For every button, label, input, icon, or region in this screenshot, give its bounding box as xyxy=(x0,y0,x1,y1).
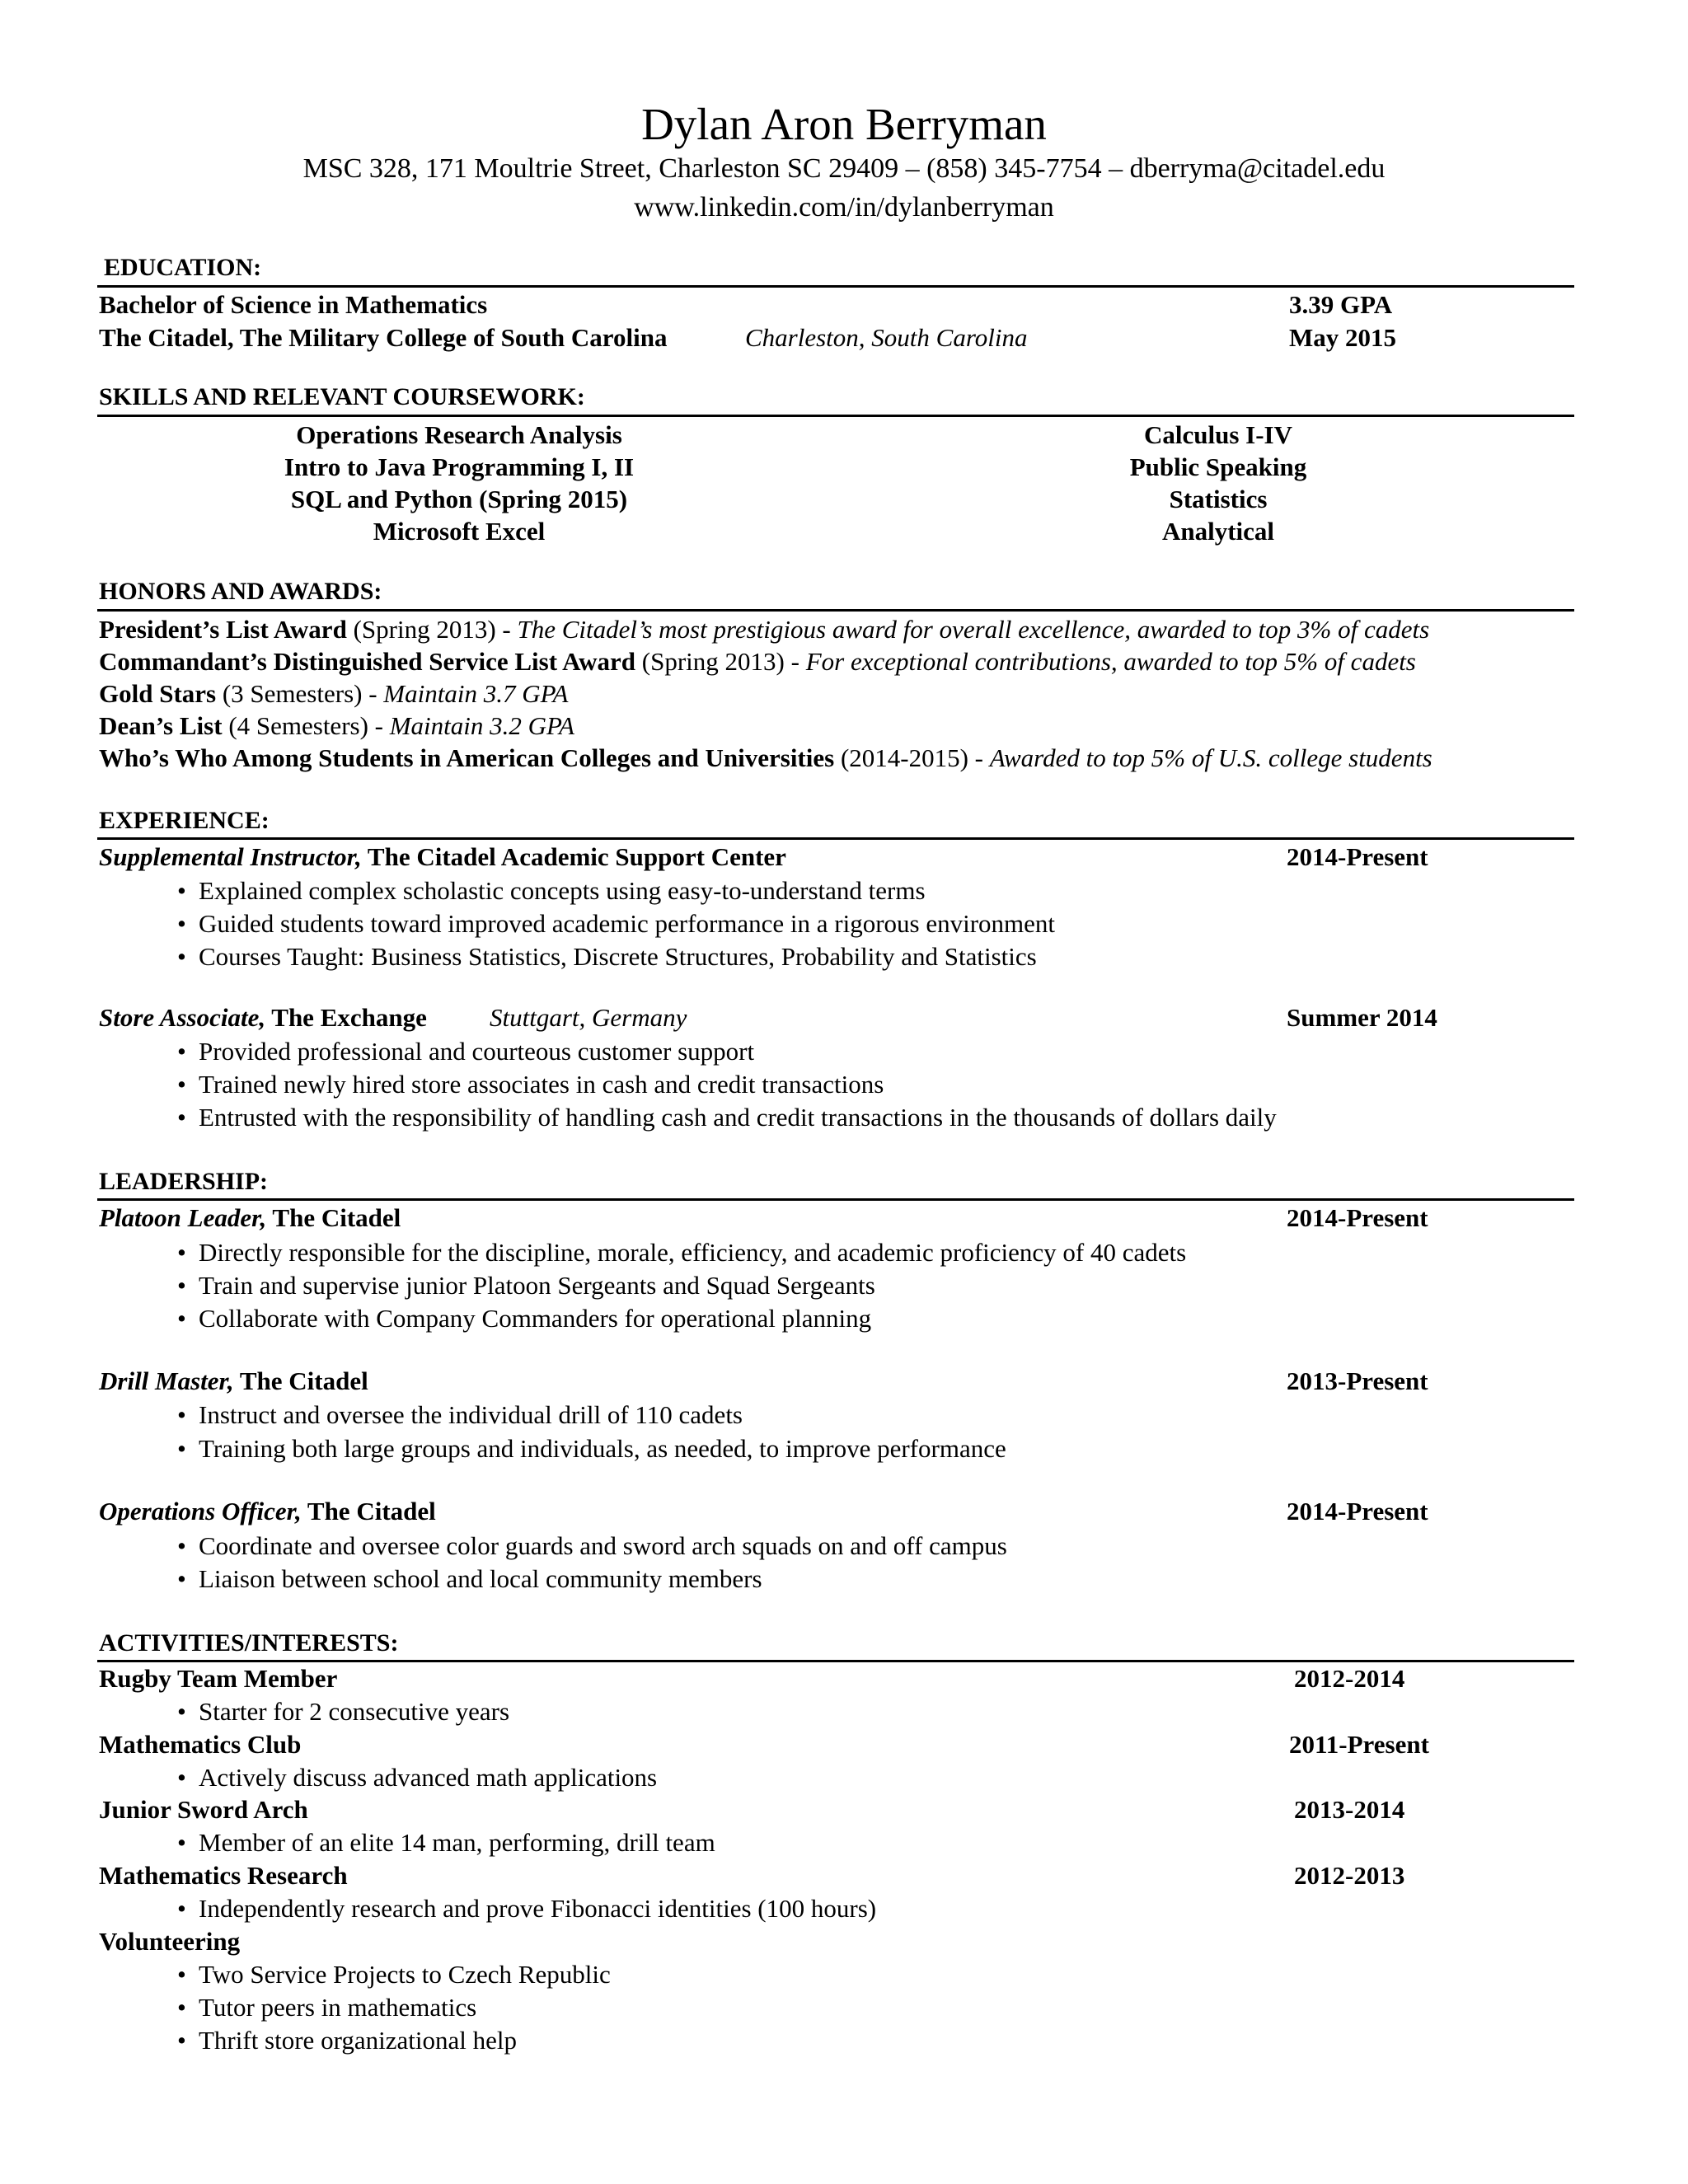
honor-item xyxy=(99,742,1432,775)
bullet-glyph: • xyxy=(177,1828,186,1857)
skill-item: Microsoft Excel xyxy=(373,517,546,546)
bullet-item: • Trained newly hired store associates in cash and credit transactions xyxy=(177,1068,884,1101)
honor-item xyxy=(99,710,574,743)
bullet-glyph: • xyxy=(177,1993,186,2022)
bullet-item: • Collaborate with Company Commanders for operational planning xyxy=(177,1302,871,1335)
honor-detail: (Spring 2013) - xyxy=(346,615,518,644)
bullet-glyph: • xyxy=(177,2026,186,2055)
job-org: The Citadel Academic Support Center xyxy=(361,842,786,871)
job-date: 2014-Present xyxy=(1287,1497,1428,1526)
bullet-item: • Independently research and prove Fibonacci identities (100 hours) xyxy=(177,1892,876,1925)
activities-heading: ACTIVITIES/INTERESTS: xyxy=(99,1629,399,1657)
honor-note: Maintain 3.7 GPA xyxy=(383,679,569,708)
activity-name: Mathematics Research xyxy=(99,1861,348,1890)
bullet-glyph: • xyxy=(177,876,186,905)
experience-heading: EXPERIENCE: xyxy=(99,807,270,834)
activity-name: Mathematics Club xyxy=(99,1730,302,1759)
honor-name: Dean’s List xyxy=(99,711,223,740)
bullet-glyph: • xyxy=(177,1531,186,1560)
job-role: Supplemental Instructor, xyxy=(99,842,362,871)
bullet-glyph: • xyxy=(177,909,186,938)
bullet-glyph: • xyxy=(177,1037,186,1066)
honor-detail: (2014-2015) - xyxy=(834,743,990,772)
bullet-item: • Entrusted with the responsibility of handling cash and credit transactions in the thousands of dollars daily xyxy=(177,1101,1277,1134)
activity-date: 2012-2014 xyxy=(1294,1664,1405,1693)
honor-name: President’s List Award xyxy=(99,615,347,644)
honor-name: Commandant’s Distinguished Service List Award xyxy=(99,647,636,676)
job-location: Stuttgart, Germany xyxy=(490,1003,687,1032)
skill-item: Calculus I-IV xyxy=(1143,420,1292,449)
job-title-line xyxy=(99,1495,436,1528)
bullet-item: • Guided students toward improved academic performance in a rigorous environment xyxy=(177,907,1055,940)
bullet-item: • Directly responsible for the discipline, morale, efficiency, and academic proficiency of 40 cadets xyxy=(177,1236,1186,1269)
bullet-item: • Provided professional and courteous customer support xyxy=(177,1035,754,1068)
linkedin-url: www.linkedin.com/in/dylanberryman xyxy=(634,192,1054,223)
activity-date: 2011-Present xyxy=(1289,1730,1429,1759)
experience-rule xyxy=(97,837,1574,840)
honor-note: Maintain 3.2 GPA xyxy=(389,711,574,740)
education-heading: EDUCATION: xyxy=(104,254,262,281)
honor-name: Who’s Who Among Students in American Colleges and Universities xyxy=(99,743,835,772)
bullet-glyph: • xyxy=(177,1434,186,1463)
skill-item: Statistics xyxy=(1169,485,1268,513)
honor-detail: (4 Semesters) - xyxy=(222,711,390,740)
bullet-item: • Member of an elite 14 man, performing, drill team xyxy=(177,1826,715,1859)
honor-name: Gold Stars xyxy=(99,679,217,708)
bullet-item: • Explained complex scholastic concepts using easy-to-understand terms xyxy=(177,874,926,907)
bullet-glyph: • xyxy=(177,942,186,971)
bullet-glyph: • xyxy=(177,1304,186,1333)
job-date: 2014-Present xyxy=(1287,1203,1428,1232)
job-date: Summer 2014 xyxy=(1287,1003,1437,1032)
skills-rule xyxy=(97,415,1574,417)
bullet-glyph: • xyxy=(177,1238,186,1267)
activity-name: Junior Sword Arch xyxy=(99,1795,308,1824)
job-title-line xyxy=(99,1365,368,1398)
bullet-glyph: • xyxy=(177,1960,186,1989)
bullet-item: • Courses Taught: Business Statistics, Discrete Structures, Probability and Statistics xyxy=(177,940,1037,973)
education-school: The Citadel, The Military College of South Carolina xyxy=(99,323,668,352)
bullet-glyph: • xyxy=(177,1894,186,1923)
activity-name: Volunteering xyxy=(99,1927,241,1956)
education-rule xyxy=(97,285,1574,288)
bullet-item: • Coordinate and oversee color guards and sword arch squads on and off campus xyxy=(177,1530,1007,1563)
honors-heading: HONORS AND AWARDS: xyxy=(99,578,382,605)
honor-detail: (3 Semesters) - xyxy=(216,679,384,708)
job-title-line xyxy=(99,1001,427,1034)
activity-date: 2012-2013 xyxy=(1294,1861,1405,1890)
job-title-line xyxy=(99,1202,401,1235)
bullet-glyph: • xyxy=(177,1564,186,1593)
honor-note: The Citadel’s most prestigious award for overall excellence, awarded to top 3% of cadets xyxy=(517,615,1430,644)
job-org: The Citadel xyxy=(301,1497,436,1526)
job-org: The Citadel xyxy=(266,1203,401,1232)
honor-note: For exceptional contributions, awarded to top 5% of cadets xyxy=(805,647,1416,676)
education-degree: Bachelor of Science in Mathematics xyxy=(99,290,488,319)
bullet-item: • Thrift store organizational help xyxy=(177,2024,517,2057)
skill-item: Operations Research Analysis xyxy=(296,420,622,449)
bullet-item: • Train and supervise junior Platoon Sergeants and Squad Sergeants xyxy=(177,1269,875,1302)
candidate-name: Dylan Aron Berryman xyxy=(641,99,1047,149)
education-location: Charleston, South Carolina xyxy=(745,323,1028,352)
activity-name: Rugby Team Member xyxy=(99,1664,338,1693)
skills-heading: SKILLS AND RELEVANT COURSEWORK: xyxy=(99,383,585,410)
leadership-rule xyxy=(97,1198,1574,1201)
bullet-item: • Liaison between school and local community members xyxy=(177,1563,762,1596)
bullet-item: • Tutor peers in mathematics xyxy=(177,1991,476,2024)
job-title-line xyxy=(99,841,786,874)
job-org: The Citadel xyxy=(233,1366,368,1395)
bullet-item: • Instruct and oversee the individual drill of 110 cadets xyxy=(177,1399,743,1432)
activity-date: 2013-2014 xyxy=(1294,1795,1405,1824)
job-role: Drill Master, xyxy=(99,1366,234,1395)
education-date: May 2015 xyxy=(1289,323,1397,352)
job-org: The Exchange xyxy=(265,1003,427,1032)
bullet-glyph: • xyxy=(177,1697,186,1726)
honor-item xyxy=(99,677,568,710)
skill-item: Intro to Java Programming I, II xyxy=(284,452,635,481)
job-date: 2013-Present xyxy=(1287,1366,1428,1395)
bullet-glyph: • xyxy=(177,1070,186,1099)
bullet-glyph: • xyxy=(177,1763,186,1792)
education-gpa: 3.39 GPA xyxy=(1289,290,1393,319)
bullet-glyph: • xyxy=(177,1400,186,1429)
job-role: Store Associate, xyxy=(99,1003,266,1032)
bullet-item: • Starter for 2 consecutive years xyxy=(177,1695,509,1728)
skill-item: Public Speaking xyxy=(1129,452,1307,481)
bullet-item: • Two Service Projects to Czech Republic xyxy=(177,1958,611,1991)
honor-detail: (Spring 2013) - xyxy=(635,647,806,676)
skill-item: SQL and Python (Spring 2015) xyxy=(290,485,628,513)
bullet-glyph: • xyxy=(177,1103,186,1132)
bullet-item: • Training both large groups and individuals, as needed, to improve performance xyxy=(177,1432,1006,1465)
contact-line: MSC 328, 171 Moultrie Street, Charleston SC 29409 – (858) 345-7754 – dberryma@citadel.edu xyxy=(302,153,1386,184)
job-role: Operations Officer, xyxy=(99,1497,302,1526)
honors-rule xyxy=(97,609,1574,612)
honor-item xyxy=(99,613,1429,646)
bullet-item: • Actively discuss advanced math applications xyxy=(177,1761,657,1794)
job-date: 2014-Present xyxy=(1287,842,1428,871)
leadership-heading: LEADERSHIP: xyxy=(99,1168,269,1195)
job-role: Platoon Leader, xyxy=(99,1203,267,1232)
bullet-glyph: • xyxy=(177,1271,186,1300)
honor-note: Awarded to top 5% of U.S. college students xyxy=(989,743,1432,772)
skill-item: Analytical xyxy=(1161,517,1275,546)
honor-item xyxy=(99,645,1416,678)
